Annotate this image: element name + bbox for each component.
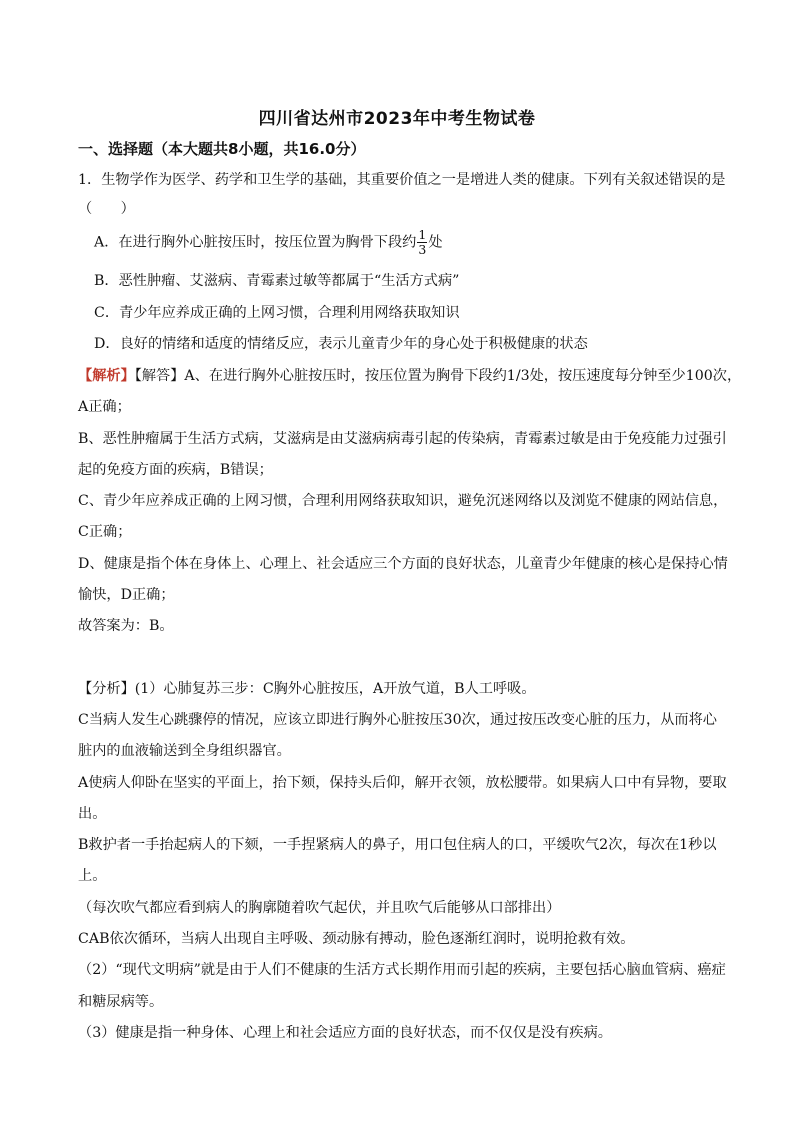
page-title: 四川省达州市2023年中考生物试卷 xyxy=(258,109,536,129)
answer-line: 起的免疫方面的疾病，B错误； xyxy=(78,462,273,478)
question-stem-blank: （ ） xyxy=(78,201,135,217)
analysis-line: A使病人仰卧在坚实的平面上，抬下颏，保持头后仰，解开衣领，放松腰带。如果病人口中有异物，要取 xyxy=(78,775,727,791)
fraction-numerator: 1 xyxy=(418,227,427,242)
section-heading: 一、选择题（本大题共8小题，共16.0分） xyxy=(78,140,366,158)
option-c: C．青少年应养成正确的上网习惯，合理利用网络获取知识 xyxy=(94,305,460,321)
option-a-suffix: 处 xyxy=(428,234,443,251)
answer-text: 【解答】A、在进行胸外心脏按压时，按压位置为胸骨下段约1/3处，按压速度每分钟至少100次， xyxy=(134,368,742,384)
analysis-line: 脏内的血液输送到全身组织器官。 xyxy=(78,743,291,759)
fraction xyxy=(417,228,427,257)
analysis-line: 上。 xyxy=(78,868,107,884)
answer-line: 故答案为：B。 xyxy=(78,618,174,634)
option-b: B．恶性肿瘤、艾滋病、青霉素过敏等都属于“生活方式病” xyxy=(94,273,460,289)
analysis-line: （2）“现代文明病”就是由于人们不健康的生活方式长期作用而引起的疾病，主要包括心脑血管病、癌症 xyxy=(78,962,726,978)
fraction-denominator: 3 xyxy=(418,242,427,257)
answer-line: C正确； xyxy=(78,524,132,540)
answer-tag: 【解析】 xyxy=(78,368,135,384)
option-d: D．良好的情绪和适度的情绪反应，表示儿童青少年的身心处于积极健康的状态 xyxy=(94,336,588,352)
analysis-line: B救护者一手抬起病人的下颏，一手捏紧病人的鼻子，用口包住病人的口，平缓吹气2次，每次在1秒以 xyxy=(78,837,717,853)
answer-line xyxy=(78,365,741,385)
analysis-line: 【分析】(1）心肺复苏三步：C胸外心脏按压，A开放气道，B人工呼吸。 xyxy=(78,681,536,697)
analysis-line: （每次吹气都应看到病人的胸廓随着吹气起伏，并且吹气后能够从口部排出） xyxy=(78,900,561,916)
analysis-line: 和糖尿病等。 xyxy=(78,994,164,1010)
answer-line: C、青少年应养成正确的上网习惯，合理利用网络获取知识，避免沉迷网络以及浏览不健康的网站信息， xyxy=(78,493,728,509)
answer-line: D、健康是指个体在身体上、心理上、社会适应三个方面的良好状态，儿童青少年健康的核心是保持心情 xyxy=(78,556,728,572)
analysis-line: 出。 xyxy=(78,806,107,822)
answer-line: A正确； xyxy=(78,399,131,415)
question-stem: 1．生物学作为医学、药学和卫生学的基础，其重要价值之一是增进人类的健康。下列有关叙述错误的是 xyxy=(78,172,726,188)
answer-line: 愉快，D正确； xyxy=(78,587,175,603)
analysis-line: （3）健康是指一种身体、心理上和社会适应方面的良好状态，而不仅仅是没有疾病。 xyxy=(78,1025,612,1041)
analysis-line: CAB依次循环，当病人出现自主呼吸、颈动脉有搏动，脸色逐渐红润时，说明抢救有效。 xyxy=(78,931,635,947)
option-a-text: A．在进行胸外心脏按压时，按压位置为胸骨下段约 xyxy=(94,234,417,251)
option-a xyxy=(94,228,443,257)
answer-line: B、恶性肿瘤属于生活方式病，艾滋病是由艾滋病病毒引起的传染病，青霉素过敏是由于免疫能力过强引 xyxy=(78,431,727,447)
analysis-line: C当病人发生心跳骤停的情况，应该立即进行胸外心脏按压30次，通过按压改变心脏的压力，从而将心 xyxy=(78,712,717,728)
